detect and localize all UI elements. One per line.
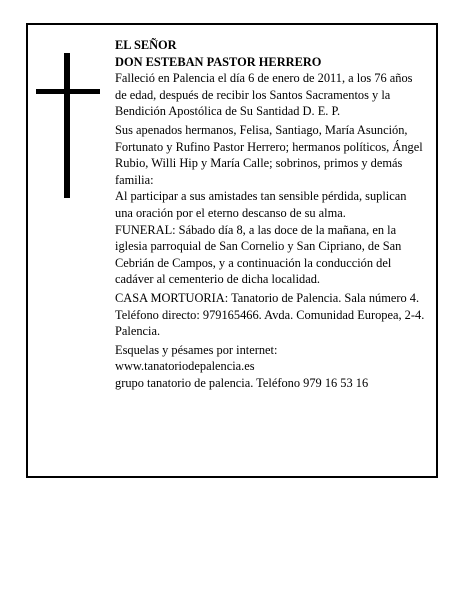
internet-line: Esquelas y pésames por internet: <box>115 342 278 357</box>
deceased-name: DON ESTEBAN PASTOR HERRERO <box>115 54 322 69</box>
cross-icon <box>36 53 100 198</box>
death-paragraph: Falleció en Palencia el día 6 de enero de 2011, a los 76 años de edad, después de recibir los Santos Sacramentos y la Bendición Apostólica de Su Santidad D. E. P. <box>115 71 413 119</box>
website-link: www.tanatoriodepalencia.es <box>115 359 255 374</box>
cross-vertical-bar <box>64 53 70 198</box>
family-paragraph: Sus apenados hermanos, Felisa, Santiago, María Asunción, Fortunato y Rufino Pastor Herrero; hermanos políticos, Ángel Rubio, Willi Hip y María Calle; sobrinos, primos y demás familia: <box>115 122 423 187</box>
obituary-text <box>115 37 427 391</box>
request-paragraph: Al participar a sus amistades tan sensible pérdida, suplican una oración por el eterno descanso de su alma. <box>115 189 407 220</box>
mortuary-paragraph: CASA MORTUORIA: Tanatorio de Palencia. Sala número 4. Teléfono directo: 979165466. Avda. Comunidad Europea, 2-4. Palencia. <box>115 290 425 339</box>
cross-horizontal-bar <box>36 89 100 94</box>
funeral-paragraph: FUNERAL: Sábado día 8, a las doce de la mañana, en la iglesia parroquial de San Cornelio y San Cipriano, de San Cebrián de Campos, y a continuación la conducción del cadáver al cementerio de dicha localidad. <box>115 222 402 287</box>
heading-title: EL SEÑOR <box>115 38 177 52</box>
group-phone-line: grupo tanatorio de palencia. Teléfono 979 16 53 16 <box>115 375 369 390</box>
